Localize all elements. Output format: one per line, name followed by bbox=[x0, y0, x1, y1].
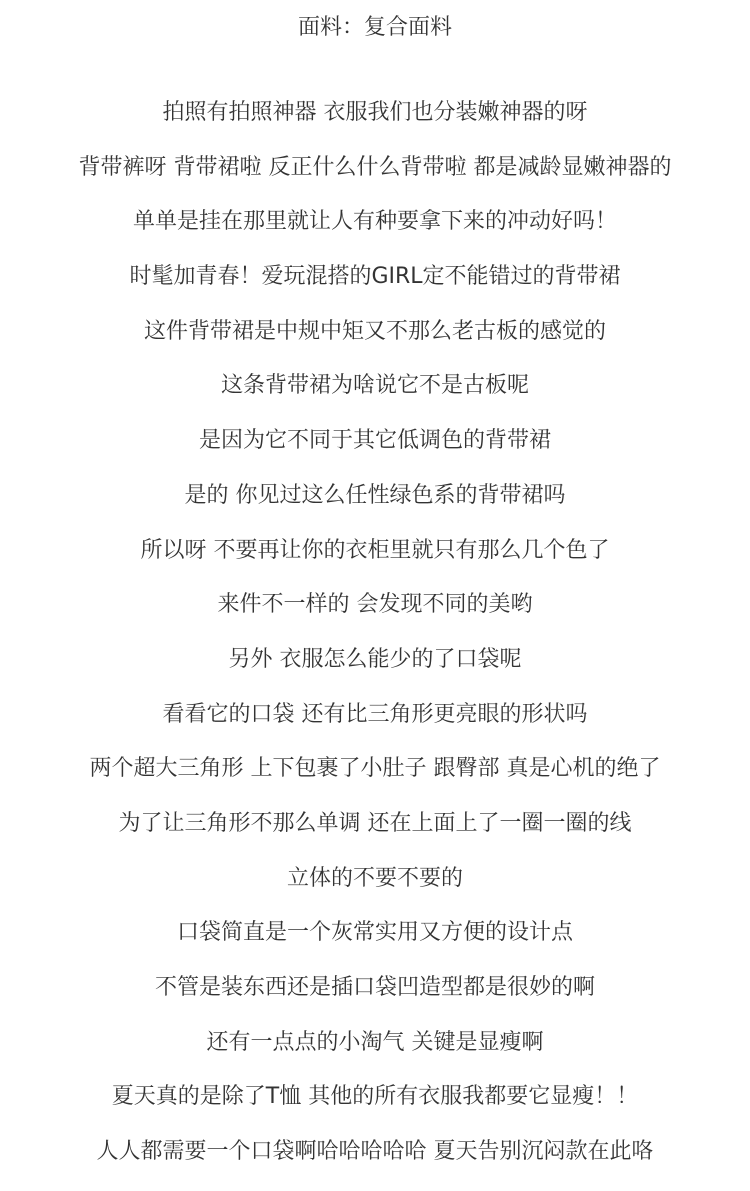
description-text-block bbox=[0, 98, 750, 1191]
fabric-label: 面料：复合面料 bbox=[297, 15, 452, 40]
description-line: 来件不一样的 会发现不同的美哟 bbox=[217, 592, 533, 618]
description-line: 拍照有拍照神器 衣服我们也分装嫩神器的呀 bbox=[162, 100, 588, 125]
description-line: 背带裤呀 背带裙啦 反正什么什么背带啦 都是减龄显嫩神器的 bbox=[78, 154, 672, 180]
description-line: 是因为它不同于其它低调色的背带裙 bbox=[198, 428, 551, 454]
description-line: 这条背带裙为啥说它不是古板呢 bbox=[220, 373, 529, 399]
description-line: 不管是装东西还是插口袋凹造型都是很妙的啊 bbox=[154, 975, 595, 1000]
description-line: 口袋简直是一个灰常实用又方便的设计点 bbox=[176, 920, 573, 946]
description-line: 还有一点点的小淘气 关键是显瘦啊 bbox=[206, 1029, 544, 1055]
description-line: 所以呀 不要再让你的衣柜里就只有那么几个色了 bbox=[140, 537, 610, 563]
description-line: 时髦加青春！爱玩混搭的GIRL定不能错过的背带裙 bbox=[129, 264, 621, 290]
description-line: 立体的不要不要的 bbox=[286, 865, 463, 891]
description-line: 是的 你见过这么任性绿色系的背带裙吗 bbox=[184, 482, 566, 508]
description-line: 这件背带裙是中规中矩又不那么老古板的感觉的 bbox=[143, 318, 606, 344]
description-line: 单单是挂在那里就让人有种要拿下来的冲动好吗！ bbox=[132, 209, 617, 235]
description-line: 另外 衣服怎么能少的了口袋呢 bbox=[228, 646, 522, 672]
description-line: 两个超大三角形 上下包裹了小肚子 跟臀部 真是心机的绝了 bbox=[89, 756, 661, 782]
description-line: 为了让三角形不那么单调 还在上面上了一圈一圈的线 bbox=[118, 810, 632, 836]
description-line: 人人都需要一个口袋啊哈哈哈哈哈 夏天告别沉闷款在此咯 bbox=[96, 1139, 654, 1165]
description-line: 看看它的口袋 还有比三角形更亮眼的形状吗 bbox=[162, 701, 588, 727]
description-line: 夏天真的是除了T恤 其他的所有衣服我都要它显瘦！！ bbox=[111, 1084, 639, 1110]
